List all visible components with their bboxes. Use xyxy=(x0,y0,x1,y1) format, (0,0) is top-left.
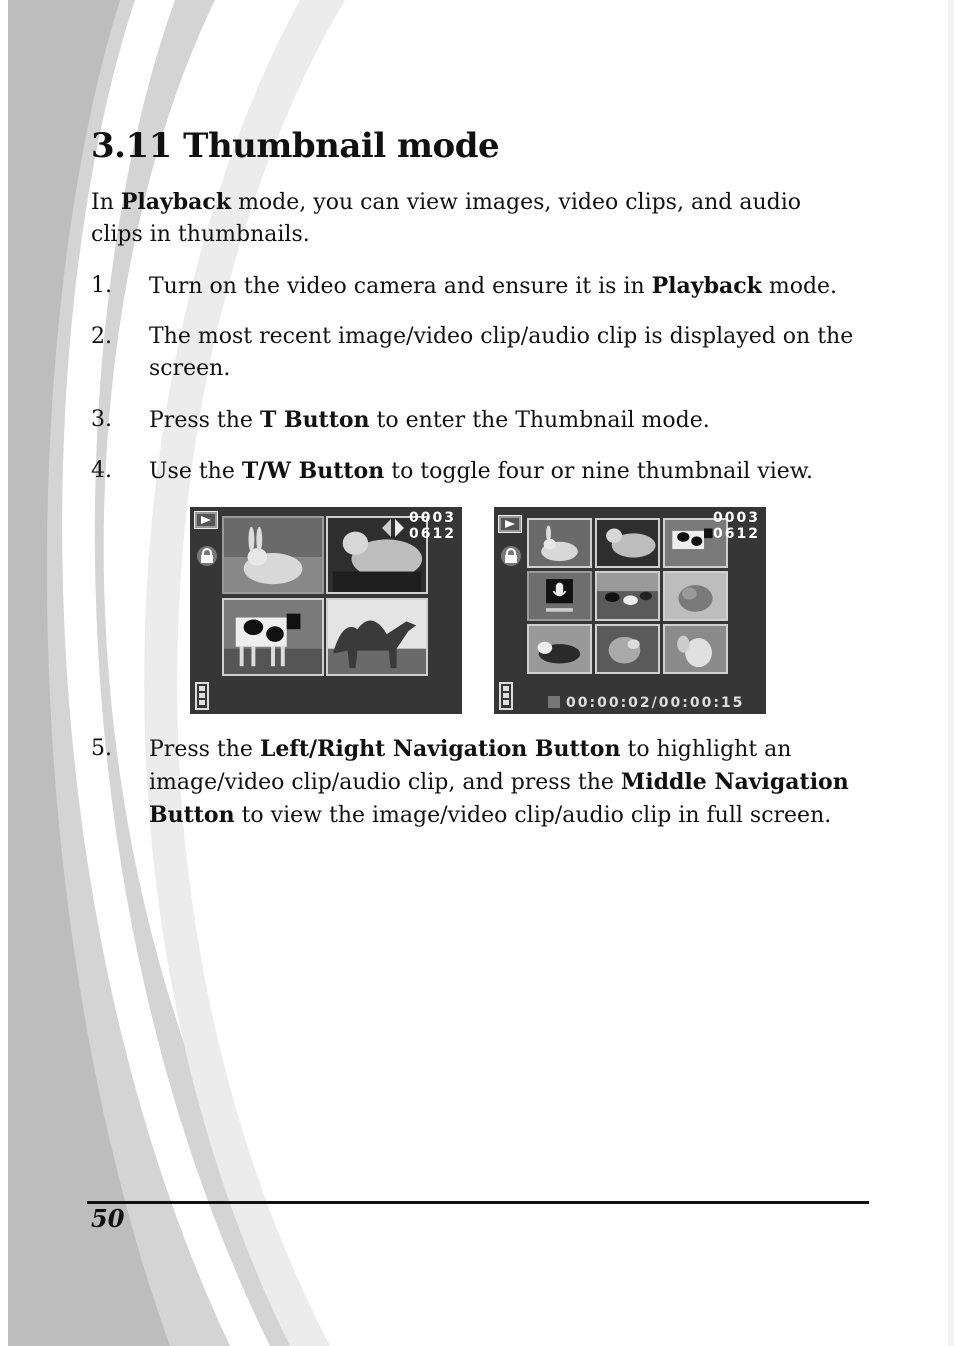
intro-text-bold: Playback xyxy=(120,189,232,215)
intro-text-pre: In xyxy=(91,190,121,215)
step-text xyxy=(149,455,869,488)
step-text: The most recent image/video clip/audio clip is displayed on the screen. xyxy=(149,324,854,381)
page-number: 50 xyxy=(91,1204,125,1233)
thumbnail-cow[interactable] xyxy=(222,598,324,676)
step-number: 4. xyxy=(91,458,112,483)
step-text-pre: Press the xyxy=(149,408,260,433)
thumbnail-puppy[interactable] xyxy=(595,624,660,674)
step-number: 2. xyxy=(91,324,112,349)
counter-total: 0612 xyxy=(409,526,456,542)
step-number: 1. xyxy=(91,273,112,298)
thumbnail-camel[interactable] xyxy=(326,598,428,676)
counter-current: 0003 xyxy=(713,510,760,526)
thumbnail-cat-lying[interactable] xyxy=(527,624,592,674)
footer-rule xyxy=(87,1201,869,1204)
intro-text-post: mode, you can view images, video clips, and audio clips in thumbnails. xyxy=(91,190,801,247)
step-text-mid: to highlight an image/video clip/audio clip, and press the xyxy=(149,737,792,795)
section-title: 3.11 Thumbnail mode xyxy=(91,126,500,166)
step-text-bold: T Button xyxy=(259,407,370,433)
step-text xyxy=(149,733,869,832)
playback-timecode: 00:00:02/00:00:15 xyxy=(566,695,745,711)
thumbnail-dog[interactable] xyxy=(663,571,728,621)
step-text-post: to view the image/video clip/audio clip in full screen. xyxy=(234,803,832,828)
intro-paragraph xyxy=(91,186,851,251)
step-text xyxy=(149,270,869,303)
thumbnail-cattle-herd[interactable] xyxy=(595,571,660,621)
battery-icon xyxy=(499,682,513,710)
playback-icon xyxy=(194,511,218,529)
step-text-bold: Left/Right Navigation Button xyxy=(259,736,621,762)
battery-icon xyxy=(195,682,209,710)
step-text-pre: Use the xyxy=(149,459,242,484)
thumbnail-goat[interactable] xyxy=(663,624,728,674)
counter-current: 0003 xyxy=(409,510,456,526)
thumbnail-rabbit[interactable] xyxy=(527,518,592,568)
step-number: 3. xyxy=(91,407,112,432)
file-counter xyxy=(409,510,456,542)
step-text xyxy=(149,404,869,437)
left-right-arrow-icon xyxy=(380,517,406,539)
lock-icon xyxy=(196,545,218,567)
step-text-pre: Turn on the video camera and ensure it is in xyxy=(149,274,652,299)
step-text-bold: Playback xyxy=(651,273,762,299)
step-text-post: to toggle four or nine thumbnail view. xyxy=(384,459,813,484)
lock-icon xyxy=(500,545,522,567)
nine-thumbnail-screen xyxy=(494,507,766,714)
four-thumbnail-screen xyxy=(190,507,462,714)
thumbnail-audio-clip[interactable] xyxy=(527,571,592,621)
step-text-post: mode. xyxy=(761,274,838,299)
thumbnail-cat-video[interactable] xyxy=(595,518,660,568)
thumbnail-rabbit[interactable] xyxy=(222,516,324,594)
step-text-bold-2: Middle Navigation Button xyxy=(149,769,849,828)
step-text-post: to enter the Thumbnail mode. xyxy=(369,408,710,433)
playback-icon xyxy=(498,515,522,533)
counter-total: 0612 xyxy=(713,526,760,542)
stop-icon xyxy=(548,696,560,708)
step-text-pre: Press the xyxy=(149,737,260,762)
step-number: 5. xyxy=(91,736,112,761)
step-text-bold: T/W Button xyxy=(241,458,385,484)
file-counter xyxy=(713,510,760,542)
